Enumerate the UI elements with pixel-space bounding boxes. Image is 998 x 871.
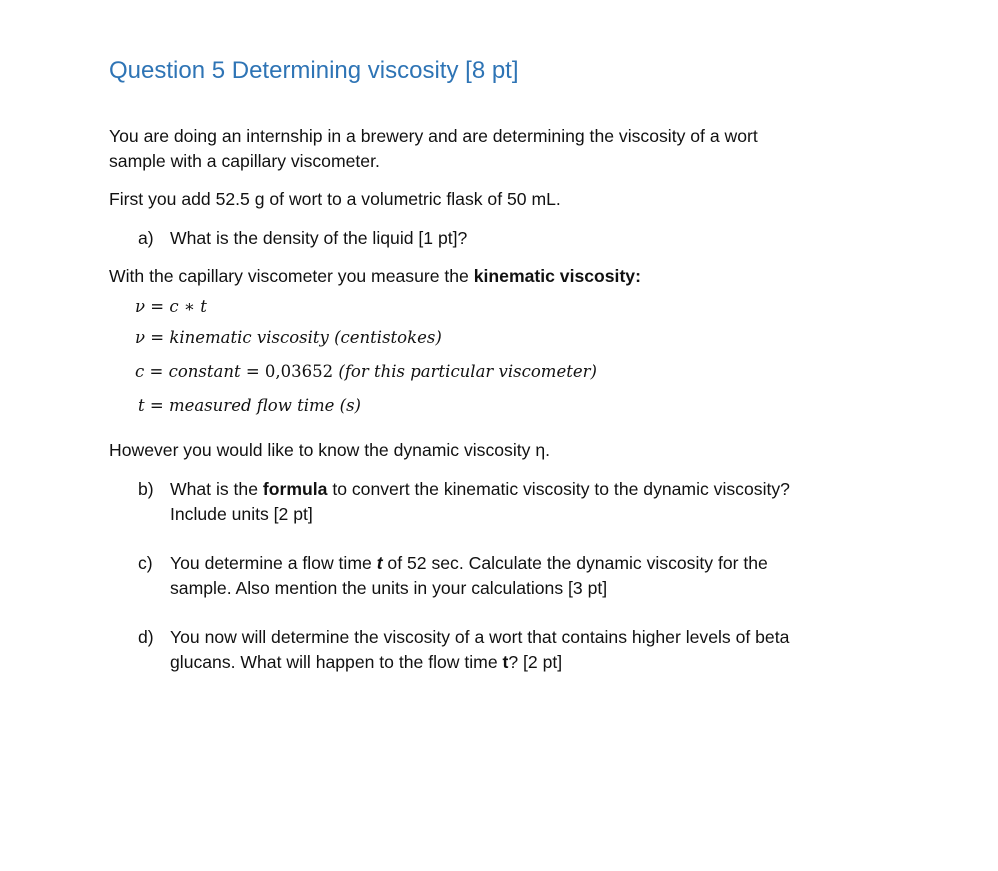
question-c — [138, 551, 768, 601]
eq1-lhs: ν — [135, 297, 146, 316]
question-d-line-2 — [138, 650, 789, 675]
equation-3: c = constant = 0,03652 (for this particular viscometer) — [135, 362, 597, 381]
dynamic-viscosity-statement: However you would like to know the dynamic viscosity η. — [109, 440, 551, 460]
question-a-letter: a) — [138, 228, 154, 248]
question-b-text: What is the — [170, 479, 263, 499]
intro-line-1: You are doing an internship in a brewery and are determining the viscosity of a wort — [109, 126, 758, 146]
capillary-text: With the capillary viscometer you measure the — [109, 266, 474, 286]
capillary-colon: : — [635, 266, 641, 286]
question-d-text: You now will determine the viscosity of a wort that contains higher levels of beta — [170, 627, 790, 647]
question-c-letter: c) — [138, 553, 153, 573]
question-b — [138, 477, 790, 527]
eq3-value: 0,03652 — [264, 362, 334, 381]
question-a-text: What is the density of the liquid [1 pt]? — [170, 228, 468, 248]
question-c-text: You determine a flow time — [170, 553, 377, 573]
capillary-statement — [109, 264, 641, 289]
question-d-letter: d) — [138, 627, 154, 647]
question-c-text-cont: of 52 sec. Calculate the dynamic viscosity for the — [382, 553, 768, 573]
flow-time-symbol: t — [376, 553, 383, 573]
eq4-rhs: measured flow time (s) — [168, 396, 361, 415]
question-b-letter: b) — [138, 479, 154, 499]
eq3-constant: constant — [168, 362, 241, 381]
question-b-text-cont: to convert the kinematic viscosity to the dynamic viscosity? — [327, 479, 790, 499]
eq3-lhs: c — [135, 362, 145, 381]
formula-term: formula — [262, 479, 328, 499]
question-c-line-2: sample. Also mention the units in your calculations [3 pt] — [170, 578, 608, 598]
equation-2: ν = kinematic viscosity (centistokes) — [135, 328, 442, 347]
eq2-rhs: kinematic viscosity (centistokes) — [169, 328, 442, 347]
question-title: Question 5 Determining viscosity [8 pt] — [109, 57, 519, 84]
flask-statement: First you add 52.5 g of wort to a volumetric flask of 50 mL. — [109, 189, 561, 209]
intro-paragraph — [109, 124, 758, 174]
question-d-points: ? [2 pt] — [508, 652, 563, 672]
eq1-rhs: c ∗ t — [169, 297, 207, 316]
question-d — [138, 625, 789, 675]
eq4-lhs: t — [138, 396, 145, 415]
intro-line-2: sample with a capillary viscometer. — [109, 151, 380, 171]
flow-time-symbol-d: t — [502, 652, 509, 672]
kinematic-viscosity-term: kinematic viscosity — [473, 266, 636, 286]
eq3-note: (for this particular viscometer) — [338, 362, 597, 381]
question-b-line-2: Include units [2 pt] — [170, 504, 313, 524]
question-a — [138, 226, 467, 251]
equation-4: t = measured flow time (s) — [138, 396, 361, 415]
question-d-line-2-text: glucans. What will happen to the flow time — [170, 652, 503, 672]
equation-1: ν = c ∗ t — [135, 297, 207, 316]
eq2-lhs: ν — [135, 328, 146, 347]
